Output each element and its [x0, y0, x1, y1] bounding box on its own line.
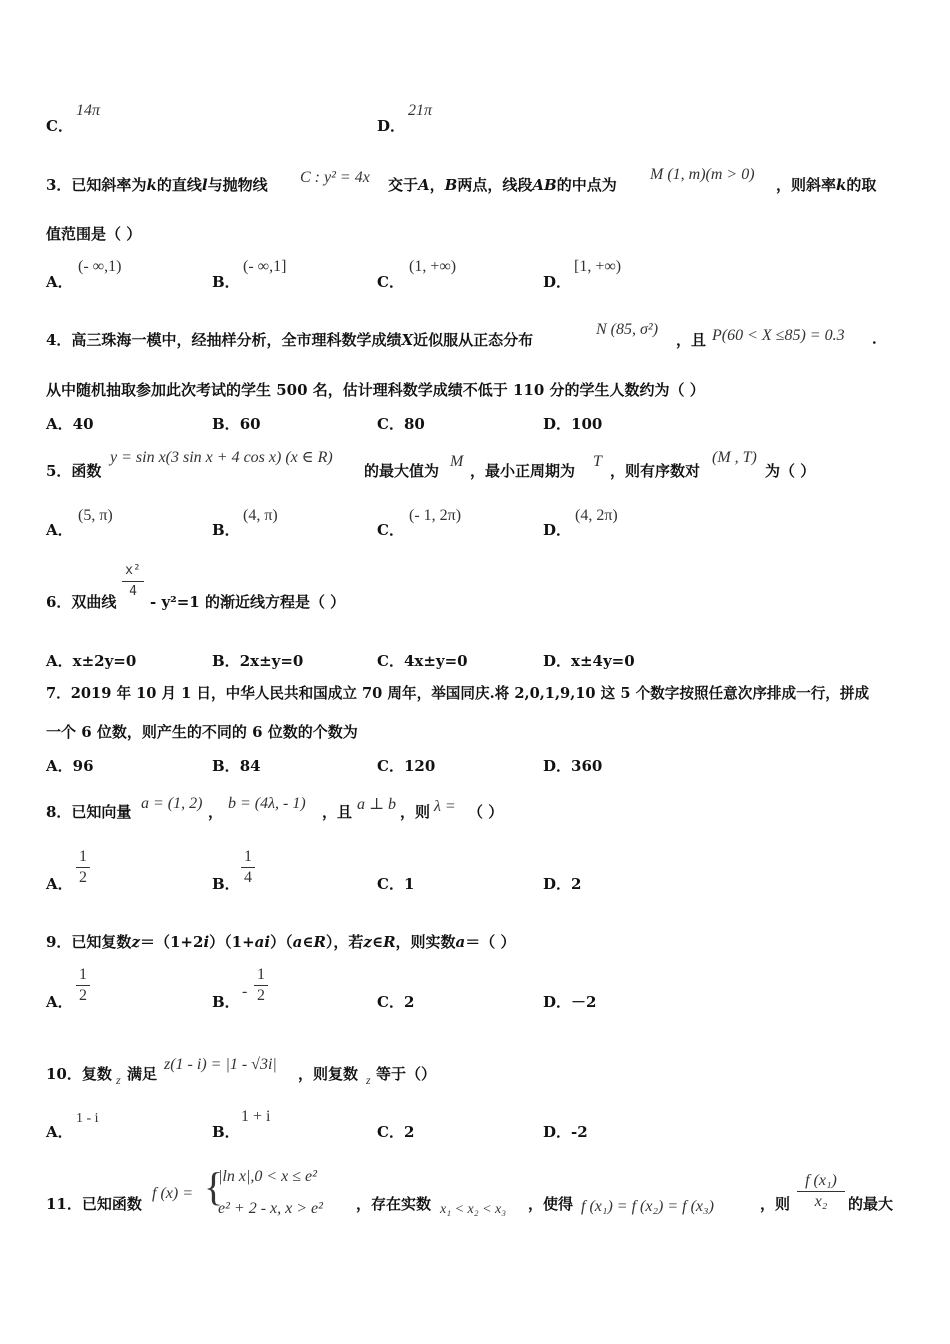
q8-option-c — [377, 874, 414, 894]
q7-option-b-value: 84 — [239, 757, 261, 775]
q3-text-2 — [388, 175, 617, 195]
q9-option-b-fraction — [254, 966, 268, 1005]
q9-t6: ），若 — [325, 933, 364, 951]
q5-t5: 为（ ） — [765, 462, 816, 480]
q4-and: ，且 — [676, 331, 707, 349]
q3-text-3 — [776, 175, 876, 195]
q10-option-d-value: -2 — [571, 1123, 588, 1141]
q9-text — [46, 932, 516, 952]
q11-case-2: e² + 2 - x, x > e² — [218, 1200, 323, 1217]
q3-t2: 与抛物线 — [207, 176, 268, 194]
q3-parabola: C : y² = 4x — [300, 169, 370, 186]
q7-line1: 7．2019 年 10 月 1 日，中华人民共和国成立 70 周年，举国同庆.将 2,0,1,9,10 这 5 个数字按照任意次序排成一行，拼成 — [46, 685, 870, 702]
q9-option-b-den: 2 — [257, 987, 265, 1004]
q9-t7: ∈ — [371, 933, 384, 951]
q8-option-d — [543, 874, 581, 894]
q9-option-c — [377, 992, 414, 1012]
q11-fraction-num: f (x₁) — [805, 1172, 837, 1189]
q4-normal-dist: N (85, σ²) — [596, 321, 659, 338]
q2-option-d-label: D． — [377, 117, 406, 135]
q3-option-a-value: (- ∞,1) — [78, 258, 122, 275]
q5-t3: ，最小正周期为 — [470, 462, 576, 480]
q4-line1 — [46, 330, 533, 350]
q8-option-a-fraction — [76, 848, 90, 887]
q6-option-d-label: D． — [543, 652, 572, 670]
q10-option-a-value: 1 - i — [76, 1111, 99, 1126]
q5-option-d-label: D． — [543, 521, 572, 539]
q3-text — [46, 175, 268, 195]
q3-option-c-label: C． — [377, 273, 404, 291]
q6-option-b-label: B． — [212, 652, 240, 670]
q8-t5: （ ） — [468, 803, 504, 821]
q9-i: i — [203, 933, 210, 951]
q3-option-a-label: A． — [46, 273, 73, 291]
q4-t1: 4．高三珠海一模中，经抽样分析，全市理科数学成绩 — [46, 331, 402, 349]
q10-t2: 满足 — [127, 1065, 158, 1083]
q8-t2: ， — [208, 803, 224, 821]
q8-option-c-value: 1 — [403, 875, 415, 893]
q9-t2: ＝（1+2 — [139, 933, 204, 951]
q6-option-a-value: x±2y=0 — [72, 652, 137, 670]
q11-case-1: |ln x|,0 < x ≤ e² — [218, 1168, 317, 1185]
q3-t6: ，则斜率 — [776, 176, 837, 194]
q10-option-b-label: B． — [212, 1123, 240, 1141]
q5-T: T — [593, 453, 602, 470]
q8-lead: 8．已知向量 — [46, 803, 132, 821]
q10-option-b-value: 1 + i — [241, 1108, 271, 1125]
q4-line2: 从中随机抽取参加此次考试的学生 500 名，估计理科数学成绩不低于 110 分的学生人数约为（ ） — [46, 381, 705, 399]
q6-fraction — [122, 562, 144, 601]
q4-option-d — [543, 414, 602, 434]
q10-option-c-label: C． — [377, 1123, 404, 1141]
q4-option-c — [377, 414, 425, 434]
q9-option-a-num: 1 — [79, 966, 87, 983]
q9-t3: ）（1+ — [209, 933, 255, 951]
q9-option-b-sign: - — [242, 983, 248, 1000]
q8-option-b-fraction — [241, 848, 255, 887]
q9-R: R — [313, 933, 326, 951]
q6-option-c — [377, 651, 468, 671]
q3-option-d-value: [1, +∞) — [574, 258, 622, 275]
q3-option-b-label: B． — [212, 273, 240, 291]
q6-option-c-value: 4x±y=0 — [403, 652, 468, 670]
q10-t3: ，则复数 — [298, 1065, 359, 1083]
q8-t3: ，且 — [322, 803, 353, 821]
q8-option-a-num: 1 — [79, 848, 87, 865]
q3-k: k — [146, 176, 157, 194]
q9-t1: 9．已知复数 — [46, 933, 132, 951]
q4-option-b — [212, 414, 261, 434]
q9-z: z — [131, 933, 140, 951]
q7-option-c — [377, 756, 435, 776]
q8-option-c-label: C． — [377, 875, 404, 893]
q9-option-c-value: 2 — [403, 993, 415, 1011]
q10-option-d-label: D． — [543, 1123, 572, 1141]
q7-option-c-value: 120 — [403, 757, 436, 775]
q7-option-d-value: 360 — [571, 757, 603, 775]
q9-option-a-bar — [76, 985, 90, 986]
q4-option-c-label: C． — [377, 415, 404, 433]
q5-lead: 5．函数 — [46, 462, 102, 480]
q8-option-a-den: 2 — [79, 869, 87, 886]
q7-option-d-label: D． — [543, 757, 572, 775]
q4-option-a-value: 40 — [72, 415, 94, 433]
q3-k2: k — [836, 176, 847, 194]
q3-line2: 值范围是（ ） — [46, 225, 142, 243]
q4-option-b-label: B． — [212, 415, 240, 433]
q6-option-b — [212, 651, 303, 671]
q6-option-b-value: 2x±y=0 — [239, 652, 304, 670]
q8-vector-a: a = (1, 2) — [141, 795, 203, 812]
q3-t4: 两点，线段 — [457, 176, 533, 194]
q7-option-c-label: C． — [377, 757, 404, 775]
q10-lead: 10．复数 — [46, 1065, 112, 1083]
q3-B: B — [444, 176, 458, 194]
q5-option-b-value: (4, π) — [243, 507, 278, 524]
q2-option-d-value: 21π — [408, 102, 433, 119]
q3-midpoint: M (1, m)(m > 0) — [650, 166, 755, 183]
q5-t4: ，则有序数对 — [610, 462, 701, 480]
q11-t2: ，存在实数 — [356, 1195, 432, 1213]
q5-function: y = sin x(3 sin x + 4 cos x) (x ∈ R) — [110, 449, 333, 466]
q9-t8: ，则实数 — [395, 933, 456, 951]
q3-t5: 的中点为 — [556, 176, 617, 194]
q9-t4: ）（ — [270, 933, 293, 951]
q11-fraction — [797, 1172, 845, 1211]
q11-equality: f (x₁) = f (x₂) = f (x₃) — [581, 1198, 714, 1215]
q9-a2: a — [455, 933, 466, 951]
q3-lead: 3．已知斜率为 — [46, 176, 147, 194]
q9-a: a — [292, 933, 303, 951]
q7-option-d — [543, 756, 602, 776]
q4-t2: 近似服从正态分布 — [413, 331, 534, 349]
q9-R2: R — [383, 933, 396, 951]
q3-option-d-label: D． — [543, 273, 572, 291]
q7-line2: 一个 6 位数，则产生的不同的 6 位数的个数为 — [46, 723, 358, 741]
q10-option-d — [543, 1122, 588, 1142]
q3-AB: AB — [532, 176, 557, 194]
q6-option-c-label: C． — [377, 652, 404, 670]
q4-dot: ． — [872, 329, 888, 347]
q7-option-a-label: A． — [46, 757, 73, 775]
q10-z2: z — [366, 1073, 371, 1087]
q3-option-c-value: (1, +∞) — [409, 258, 457, 275]
q8-option-b-bar — [241, 867, 255, 868]
q8-option-b-num: 1 — [244, 848, 252, 865]
q3-t3: 交于 — [388, 176, 419, 194]
q5-M: M — [450, 453, 464, 470]
q5-t2: 的最大值为 — [364, 462, 440, 480]
q7-option-a — [46, 756, 94, 776]
q3-l: l — [201, 176, 208, 194]
q4-X: X — [401, 331, 414, 349]
q6-option-d — [543, 651, 635, 671]
q7-option-b-label: B． — [212, 757, 240, 775]
q9-option-b-label: B． — [212, 993, 240, 1011]
q8-option-b-den: 4 — [244, 869, 252, 886]
q4-option-d-value: 100 — [571, 415, 603, 433]
q9-option-a-fraction — [76, 966, 90, 1005]
q6-option-d-value: x±4y=0 — [571, 652, 635, 670]
q3-t1: 的直线 — [156, 176, 202, 194]
q11-t3: ，使得 — [528, 1195, 574, 1213]
q5-option-d-value: (4, 2π) — [575, 507, 618, 524]
q9-option-d-label: D． — [543, 993, 572, 1011]
q5-pair: (M , T) — [712, 449, 757, 466]
q6-option-a-label: A． — [46, 652, 73, 670]
q4-probability: P(60 < X ≤85) = 0.3 — [712, 327, 845, 344]
q5-option-a-value: (5, π) — [78, 507, 113, 524]
q9-option-a-den: 2 — [79, 987, 87, 1004]
q3-comma: ， — [429, 176, 445, 194]
q10-z: z — [116, 1073, 121, 1087]
q4-option-b-value: 60 — [239, 415, 261, 433]
q9-option-c-label: C． — [377, 993, 404, 1011]
q5-option-b-label: B． — [212, 521, 240, 539]
q10-t4: 等于（） — [376, 1065, 437, 1083]
q11-lead: 11．已知函数 — [46, 1195, 142, 1213]
q11-t5: 的最大 — [848, 1195, 894, 1213]
q9-t9: ＝（ ） — [465, 933, 516, 951]
q10-option-c-value: 2 — [403, 1123, 415, 1141]
q4-option-a-label: A． — [46, 415, 73, 433]
q4-option-d-label: D． — [543, 415, 572, 433]
q4-option-a — [46, 414, 94, 434]
q11-function: f (x) = — [152, 1185, 193, 1202]
q2-option-c-value: 14π — [76, 102, 101, 119]
q6-fraction-den: 4 — [129, 584, 137, 599]
q9-option-b-num: 1 — [257, 966, 265, 983]
q8-option-d-label: D． — [543, 875, 572, 893]
q5-option-c-value: (- 1, 2π) — [409, 507, 462, 524]
q8-t4: ，则 — [400, 803, 431, 821]
q8-perp: a ⊥ b — [357, 796, 397, 813]
q11-t4: ，则 — [760, 1195, 791, 1213]
q9-option-d — [543, 992, 596, 1012]
q9-option-b-bar — [254, 985, 268, 986]
q4-option-c-value: 80 — [403, 415, 425, 433]
q7-option-a-value: 96 — [72, 757, 94, 775]
q9-option-a-label: A． — [46, 993, 73, 1011]
q8-vector-b: b = (4λ, - 1) — [228, 795, 306, 812]
q9-t5: ∈ — [302, 933, 314, 951]
q6-fraction-bar — [122, 581, 144, 582]
q8-option-d-value: 2 — [571, 875, 582, 893]
q6-lead: 6．双曲线 — [46, 593, 117, 611]
q8-option-a-label: A． — [46, 875, 73, 893]
q5-option-a-label: A． — [46, 521, 73, 539]
q10-equation: z(1 - i) = |1 - √3i| — [164, 1056, 277, 1073]
q8-option-b-label: B． — [212, 875, 240, 893]
q11-brace: { — [204, 1164, 224, 1209]
q10-option-a-label: A． — [46, 1123, 73, 1141]
q6-option-a — [46, 651, 136, 671]
q3-option-b-value: (- ∞,1] — [243, 258, 287, 275]
q3-A: A — [418, 176, 430, 194]
q11-fraction-bar — [797, 1191, 845, 1192]
q3-t7: 的取 — [846, 176, 877, 194]
q11-fraction-den: x₂ — [814, 1193, 828, 1210]
q9-z2: z — [363, 933, 372, 951]
q2-option-c-label: C． — [46, 117, 73, 135]
q6-fraction-num: x² — [125, 563, 141, 578]
q7-option-b — [212, 756, 261, 776]
q11-ordering: x₁ < x₂ < x₃ — [440, 1202, 507, 1217]
q8-lambda: λ = — [434, 798, 456, 815]
q5-option-c-label: C． — [377, 521, 404, 539]
q8-option-a-bar — [76, 867, 90, 868]
q9-ai: ai — [254, 933, 271, 951]
q6-t2: - y²=1 的渐近线方程是（ ） — [150, 593, 346, 611]
q10-option-c — [377, 1122, 414, 1142]
q9-option-d-value: －2 — [571, 993, 597, 1011]
